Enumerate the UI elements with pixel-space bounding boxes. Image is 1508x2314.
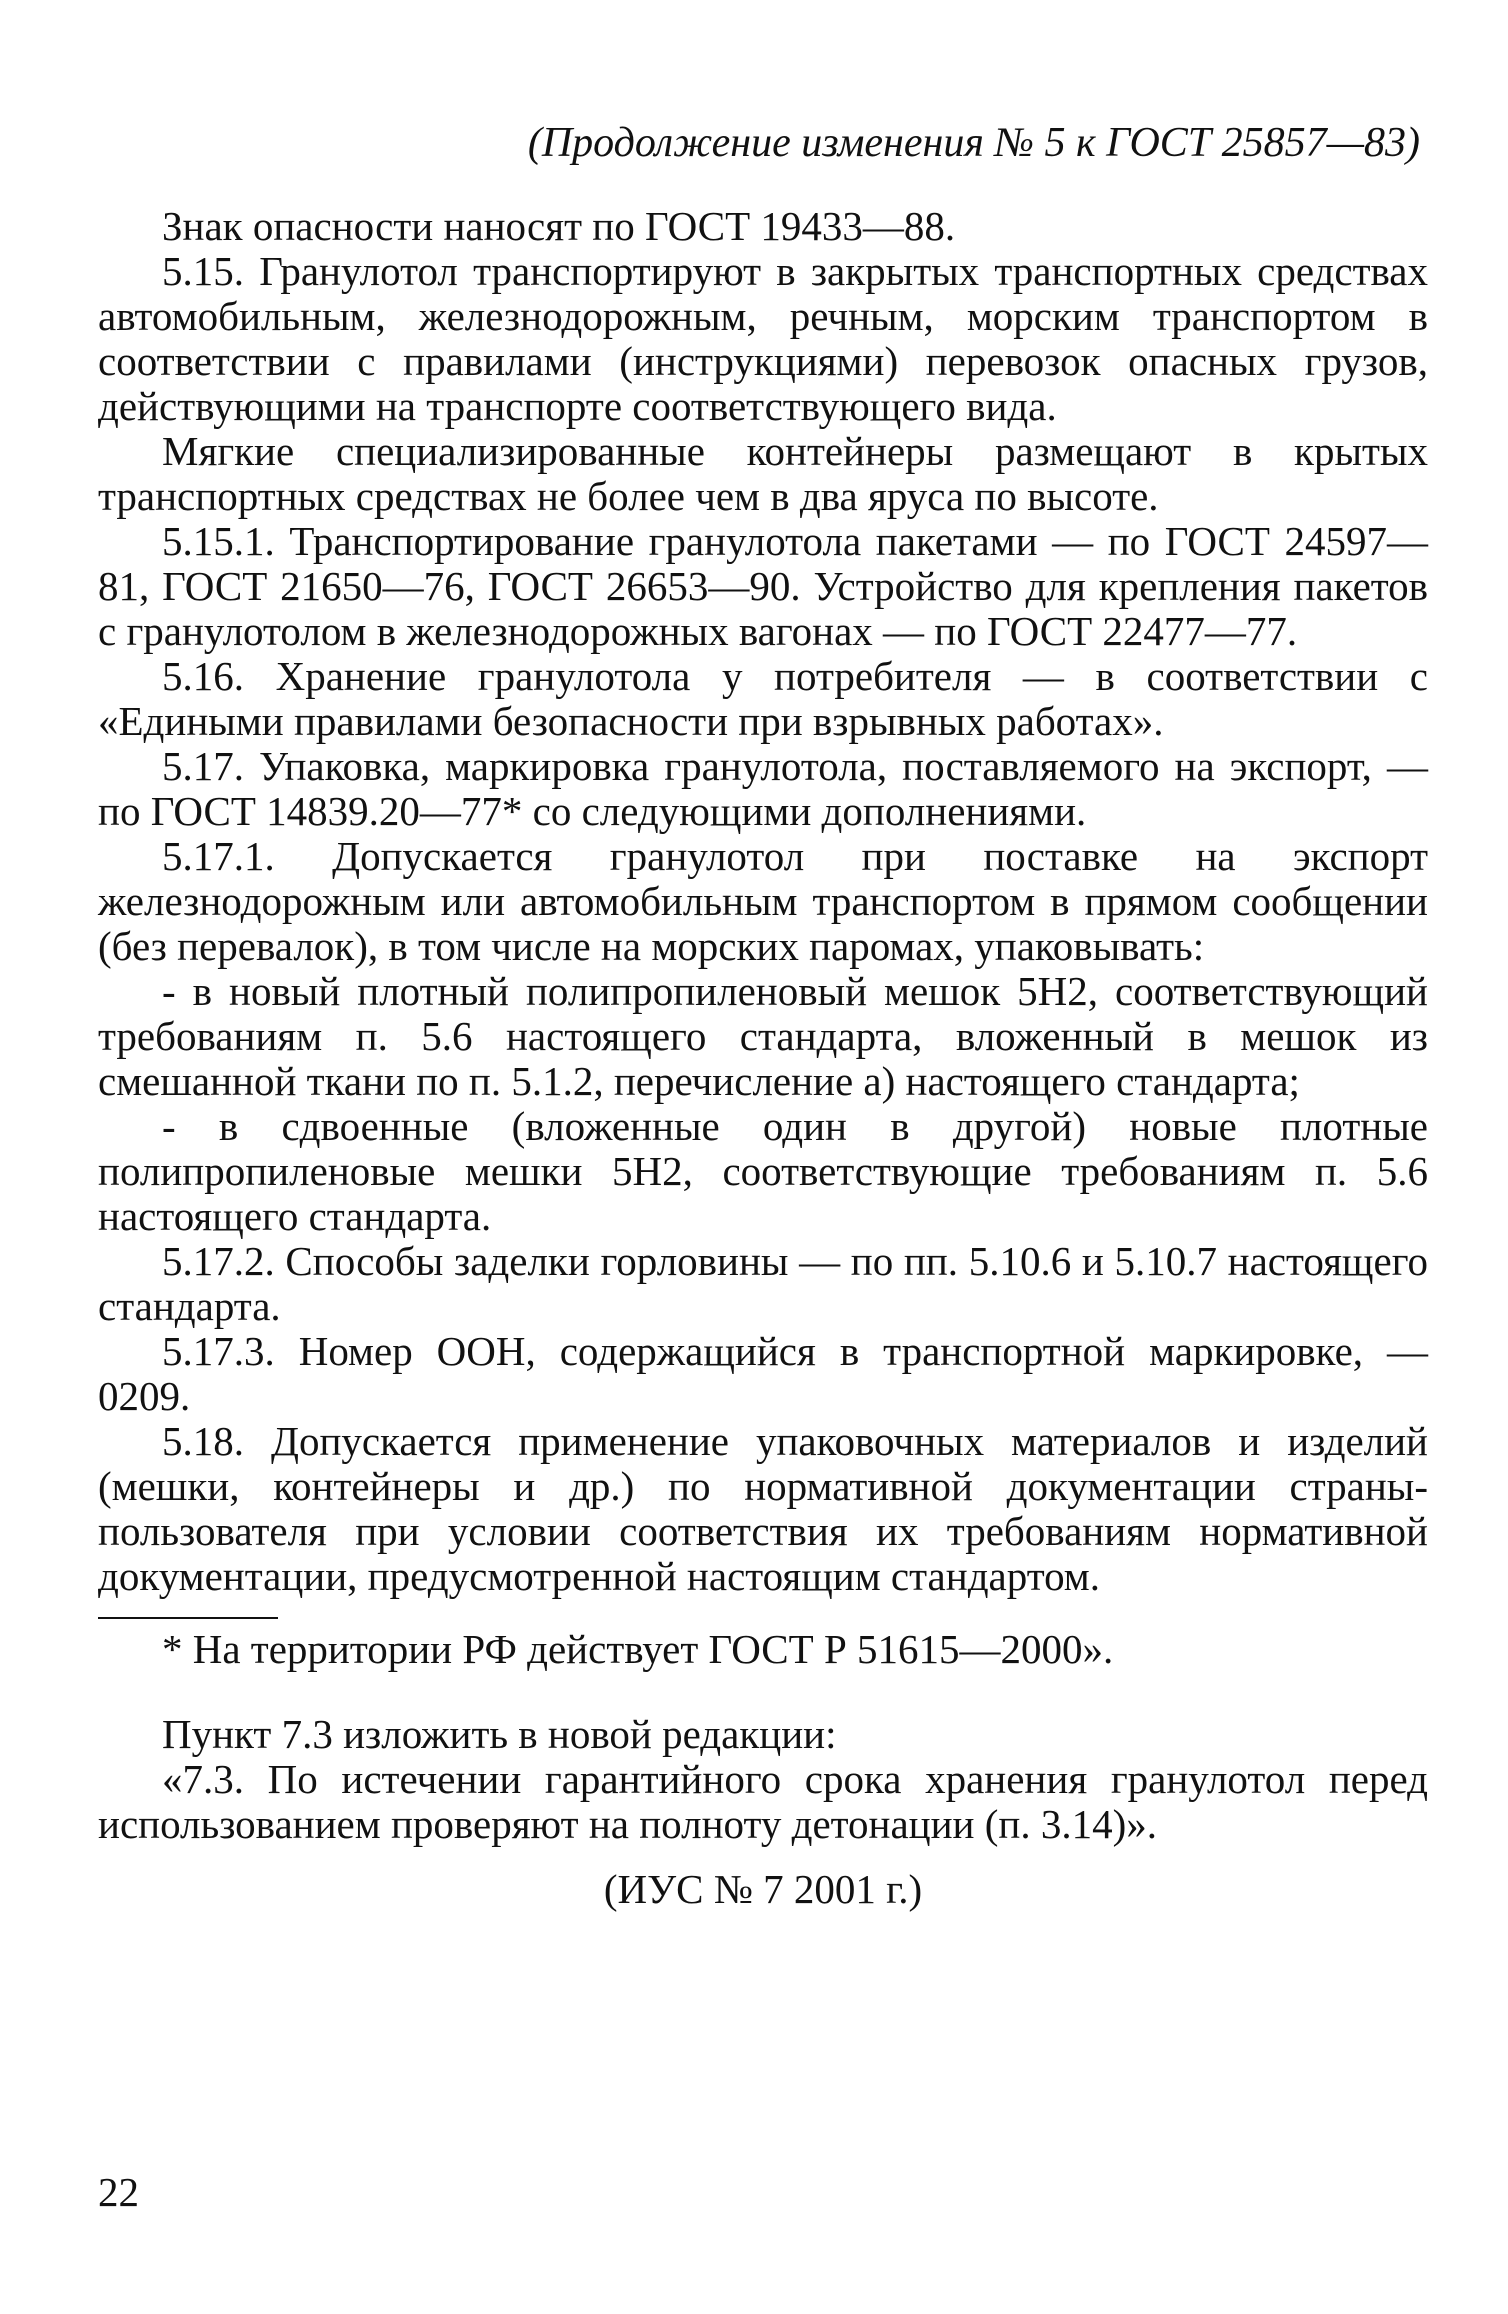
footnote: * На территории РФ действует ГОСТ Р 51615—2000». (162, 1626, 1114, 1672)
list-item-double-bags: - в сдвоенные (вложенные один в другой) новые плотные полипропиленовые мешки 5Н2, соответствующие требованиям п. 5.6 настоящего стандарта. (98, 1103, 1428, 1239)
list-item-new-bag: - в новый плотный полипропиленовый мешок 5Н2, соответствующий требованиям п. 5.6 настоящего стандарта, вложенный в мешок из смешанной ткани по п. 5.1.2, перечисление а) настоящего стандарта; (98, 968, 1428, 1104)
paragraph-5-17: 5.17. Упаковка, маркировка гранулотола, поставляемого на экспорт, — по ГОСТ 14839.20—77* со следующими дополнениями. (98, 743, 1428, 834)
continuation-header: (Продолжение изменения № 5 к ГОСТ 25857—83) (527, 120, 1420, 166)
paragraph-5-18: 5.18. Допускается применение упаковочных материалов и изделий (мешки, контейнеры и др.) по нормативной документации страны-пользователя при условии соответствия их требованиям нормативной документации, предусмотренной настоящим стандартом. (98, 1418, 1428, 1599)
paragraph-5-17-1: 5.17.1. Допускается гранулотол при поставке на экспорт железнодорожным или автомобильным транспортом в прямом сообщении (без перевалок), в том числе на морских паромах, упаковывать: (98, 833, 1428, 969)
paragraph-5-17-3: 5.17.3. Номер ООН, содержащийся в транспортной маркировке, — 0209. (98, 1328, 1428, 1419)
amendment-intro: Пункт 7.3 изложить в новой редакции: (162, 1711, 837, 1757)
page-number: 22 (98, 2169, 139, 2215)
paragraph-5-16: 5.16. Хранение гранулотола у потребителя — в соответствии с «Едиными правилами безопасности при взрывных работах». (98, 653, 1428, 744)
amendment-text: «7.3. По истечении гарантийного срока хранения гранулотол перед использованием проверяют на полноту детонации (п. 3.14)». (98, 1756, 1428, 1847)
footnote-divider (98, 1617, 278, 1619)
paragraph-5-15: 5.15. Гранулотол транспортируют в закрытых транспортных средствах автомобильным, железнодорожным, речным, морским транспортом в соответствии с правилами (инструкциями) перевозок опасных грузов, действующими на транспорте соответствующего вида. (98, 248, 1428, 429)
paragraph-hazard-sign: Знак опасности наносят по ГОСТ 19433—88. (162, 203, 956, 249)
source-reference: (ИУС № 7 2001 г.) (603, 1866, 923, 1912)
document-page (98, 118, 1428, 1912)
paragraph-containers: Мягкие специализированные контейнеры размещают в крытых транспортных средствах не более чем в два яруса по высоте. (98, 428, 1428, 519)
paragraph-5-17-2: 5.17.2. Способы заделки горловины — по пп. 5.10.6 и 5.10.7 настоящего стандарта. (98, 1238, 1428, 1329)
paragraph-5-15-1: 5.15.1. Транспортирование гранулотола пакетами — по ГОСТ 24597—81, ГОСТ 21650—76, ГОСТ 26653—90. Устройство для крепления пакетов с гранулотолом в железнодорожных вагонах — по ГОСТ 22477—77. (98, 518, 1428, 654)
